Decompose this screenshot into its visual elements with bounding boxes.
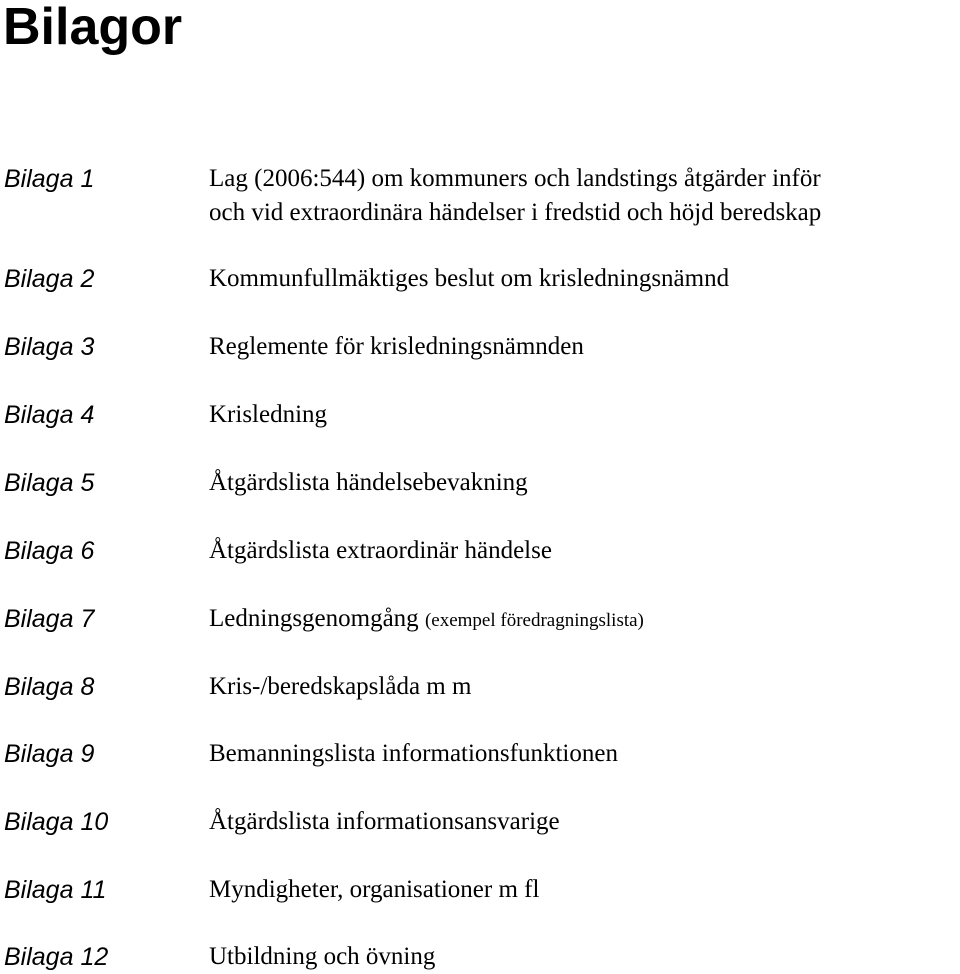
appendix-description <box>209 602 959 638</box>
appendix-label: Bilaga 4 <box>4 401 95 429</box>
appendix-label: Bilaga 6 <box>4 537 95 565</box>
page-title: Bilagor <box>3 0 183 56</box>
appendix-description: Bemanningslista informationsfunktionen <box>209 740 618 767</box>
appendix-description: Utbildning och övning <box>209 943 436 970</box>
appendix-description-line: Lag (2006:544) om kommuners och landstings åtgärder inför <box>209 165 821 192</box>
appendix-label: Bilaga 8 <box>4 673 95 701</box>
appendix-label: Bilaga 3 <box>4 333 95 361</box>
appendix-description: Reglemente för krisledningsnämnden <box>209 333 584 360</box>
appendix-description-note: (exempel föredragningslista) <box>424 610 644 631</box>
appendix-description: Krisledning <box>209 401 328 428</box>
appendix-label: Bilaga 12 <box>4 943 109 971</box>
appendix-label: Bilaga 2 <box>4 265 95 293</box>
appendix-description-text: Ledningsgenomgång <box>209 605 419 632</box>
appendix-description: Kris-/beredskapslåda m m <box>209 673 472 700</box>
appendix-label: Bilaga 11 <box>4 876 107 904</box>
appendix-description-line: och vid extraordinära händelser i fredstid och höjd beredskap <box>209 199 822 226</box>
appendix-description: Kommunfullmäktiges beslut om krisledningsnämnd <box>209 265 730 292</box>
appendix-description: Myndigheter, organisationer m fl <box>209 876 540 903</box>
appendix-label: Bilaga 10 <box>4 808 109 836</box>
appendix-label: Bilaga 9 <box>4 740 95 768</box>
appendix-label: Bilaga 5 <box>4 469 95 497</box>
appendix-label: Bilaga 1 <box>4 165 95 193</box>
appendix-description: Åtgärdslista extraordinär händelse <box>209 537 552 564</box>
appendix-description <box>209 162 959 230</box>
appendix-label: Bilaga 7 <box>4 605 95 633</box>
appendix-description: Åtgärdslista informationsansvarige <box>209 808 560 835</box>
appendix-description: Åtgärdslista händelsebevakning <box>209 469 528 496</box>
